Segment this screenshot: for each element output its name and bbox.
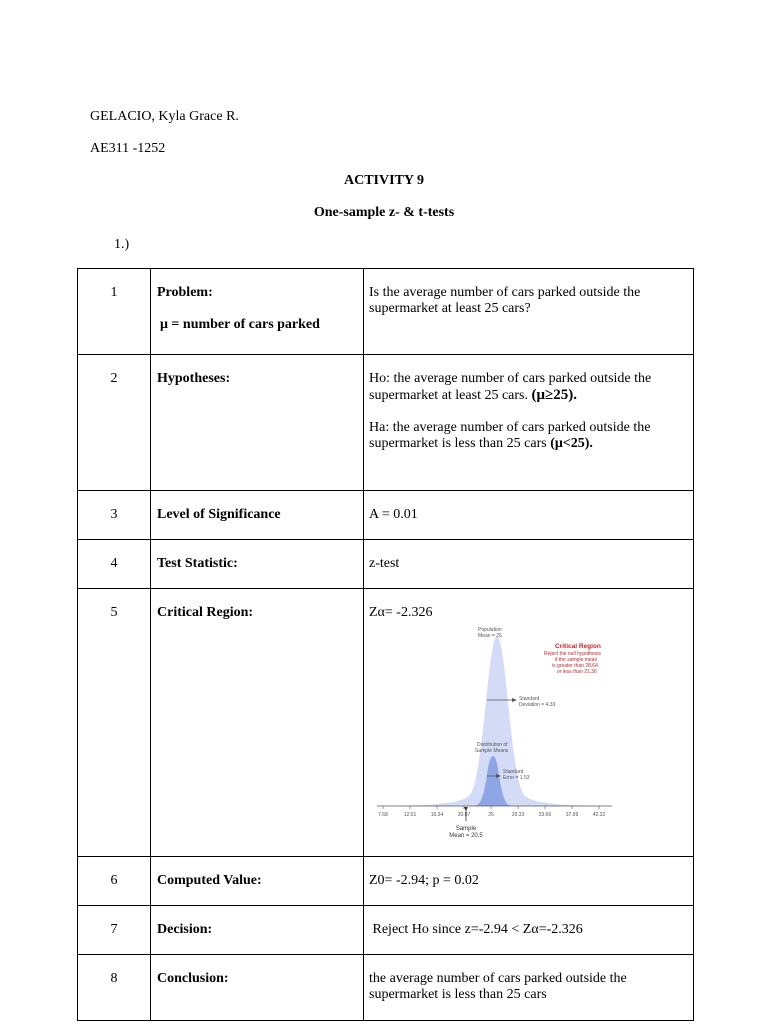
critical-region-line: if the sample mean bbox=[555, 657, 598, 663]
sample-mean-label: Sample bbox=[455, 826, 477, 832]
alt-hypothesis-symbol: (μ<25). bbox=[550, 436, 593, 451]
row-value: A = 0.01 bbox=[364, 491, 694, 540]
activity-title: ACTIVITY 9 bbox=[344, 173, 424, 188]
row-value: Reject Ho since z=-2.94 < Zα=-2.326 bbox=[364, 906, 694, 955]
row-label: Problem: bbox=[157, 285, 213, 300]
row-number: 8 bbox=[78, 955, 151, 1021]
x-tick-label: 25 bbox=[488, 812, 494, 818]
critical-region-line: or less than 21.36 bbox=[557, 669, 597, 675]
alt-hypothesis bbox=[369, 420, 687, 452]
activity-subtitle: One-sample z- & t-tests bbox=[313, 205, 455, 220]
parameter-definition: μ = number of cars parked bbox=[160, 317, 320, 332]
table-row bbox=[78, 540, 694, 589]
row-label-cell bbox=[151, 269, 364, 355]
row-value-cell bbox=[364, 589, 694, 857]
row-value: z-test bbox=[364, 540, 694, 589]
std-error-value: Error = 1.53 bbox=[503, 775, 530, 781]
std-dev-label: Standard bbox=[519, 696, 540, 702]
sample-mean-marker-head bbox=[464, 807, 468, 811]
table-row bbox=[78, 955, 694, 1021]
x-tick-label: 16.34 bbox=[430, 812, 444, 818]
row-label: Hypotheses: bbox=[151, 355, 364, 491]
population-label: Population bbox=[478, 627, 502, 633]
student-name: GELACIO, Kyla Grace R. bbox=[90, 109, 239, 124]
row-number: 3 bbox=[78, 491, 151, 540]
table-row bbox=[78, 589, 694, 857]
row-number: 5 bbox=[78, 589, 151, 857]
row-label: Level of Significance bbox=[151, 491, 364, 540]
x-tick-label: 33.66 bbox=[538, 812, 552, 818]
row-label: Test Statistic: bbox=[151, 540, 364, 589]
row-number: 7 bbox=[78, 906, 151, 955]
x-tick-label: 7.68 bbox=[378, 812, 388, 818]
row-value: Is the average number of cars parked outside the supermarket at least 25 cars? bbox=[364, 269, 694, 355]
row-value: the average number of cars parked outside the supermarket is less than 25 cars bbox=[364, 955, 694, 1021]
critical-region-line: Reject the null hypothesis bbox=[544, 651, 601, 657]
table-row bbox=[78, 355, 694, 491]
row-label: Critical Region: bbox=[151, 589, 364, 857]
table-row bbox=[78, 269, 694, 355]
std-error-label: Standard bbox=[503, 769, 524, 775]
row-number: 1 bbox=[78, 269, 151, 355]
section-code: AE311 -1252 bbox=[90, 141, 166, 156]
x-tick-label: 29.33 bbox=[511, 812, 525, 818]
row-value-cell bbox=[364, 355, 694, 491]
null-hypothesis bbox=[369, 371, 687, 404]
x-tick-label: 12.01 bbox=[403, 812, 417, 818]
sample-means-label: Sample Means bbox=[475, 748, 509, 754]
item-number: 1.) bbox=[114, 237, 130, 252]
std-dev-value: Deviation = 4.33 bbox=[519, 702, 556, 708]
x-tick-label: 37.99 bbox=[565, 812, 579, 818]
null-hypothesis-symbol: (μ≥25). bbox=[531, 387, 577, 403]
sampling-distribution-figure bbox=[369, 621, 619, 841]
x-tick-label: 42.32 bbox=[592, 812, 606, 818]
critical-region-line: is greater than 28.64 bbox=[552, 663, 598, 669]
table-row bbox=[78, 906, 694, 955]
sample-mean-value: Mean = 20.5 bbox=[449, 833, 483, 839]
row-label: Conclusion: bbox=[151, 955, 364, 1021]
sample-means-label: Distribution of bbox=[477, 742, 508, 748]
x-tick-label: 20.67 bbox=[457, 812, 471, 818]
row-value: Z0= -2.94; p = 0.02 bbox=[364, 857, 694, 906]
table-row bbox=[78, 857, 694, 906]
row-label: Decision: bbox=[151, 906, 364, 955]
x-axis-ticks bbox=[378, 806, 605, 818]
activity-table bbox=[77, 268, 694, 1021]
row-number: 6 bbox=[78, 857, 151, 906]
critical-region-title: Critical Region bbox=[555, 643, 601, 650]
alt-hypothesis-text: Ha: the average number of cars parked outside the supermarket is less than 25 cars bbox=[369, 420, 651, 451]
row-label: Computed Value: bbox=[151, 857, 364, 906]
critical-value: Zα= -2.326 bbox=[369, 605, 433, 620]
row-number: 4 bbox=[78, 540, 151, 589]
null-hypothesis-text: Ho: the average number of cars parked outside the supermarket at least 25 cars. bbox=[369, 371, 652, 403]
population-mean-label: Mean = 25 bbox=[478, 633, 502, 639]
std-dev-arrow-head bbox=[512, 698, 517, 702]
row-number: 2 bbox=[78, 355, 151, 491]
table-row bbox=[78, 491, 694, 540]
